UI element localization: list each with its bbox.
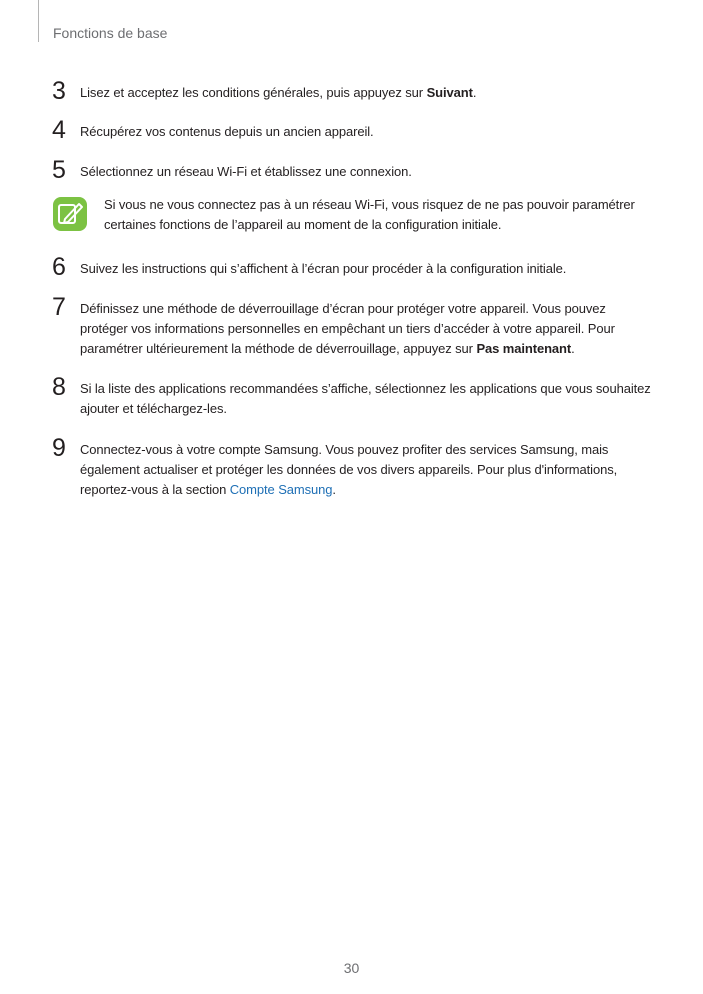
page-number: 30 bbox=[343, 960, 360, 976]
step-number: 3 bbox=[52, 77, 66, 105]
header-divider bbox=[38, 0, 39, 42]
step-text: Récupérez vos contenus depuis un ancien appareil. bbox=[80, 124, 374, 139]
step-bold-label: Pas maintenant bbox=[476, 341, 572, 356]
step-number: 4 bbox=[52, 116, 66, 144]
step-number: 7 bbox=[52, 293, 66, 321]
step-text: Sélectionnez un réseau Wi-Fi et établissez une connexion. bbox=[80, 164, 412, 179]
step-number: 9 bbox=[52, 434, 66, 462]
step-text: Connectez-vous à votre compte Samsung. Vous pouvez profiter des services Samsung, mais également actualiser et protéger les données de vos divers appareils. Pour plus d'informations, reportez-vous à la section Compte Samsung. bbox=[80, 442, 618, 497]
step-text: Suivez les instructions qui s’affichent à l’écran pour procéder à la configuration initiale. bbox=[80, 261, 567, 276]
step-number: 6 bbox=[52, 253, 66, 281]
step-number: 5 bbox=[52, 156, 66, 184]
step-text: Lisez et acceptez les conditions générales, puis appuyez sur Suivant. bbox=[80, 85, 477, 100]
step-number: 8 bbox=[52, 373, 66, 401]
note-text: Si vous ne vous connectez pas à un réseau Wi-Fi, vous risquez de ne pas pouvoir paramétrer certaines fonctions de l’appareil au moment de la configuration initiale. bbox=[104, 197, 635, 232]
note-pen-icon bbox=[53, 197, 87, 231]
step-bold-label: Suivant bbox=[426, 85, 473, 100]
step-text: Définissez une méthode de déverrouillage d’écran pour protéger votre appareil. Vous pouvez protéger vos informations personnelles en empêchant un tiers d’accéder à votre appareil. Pour paramétrer ultérieurement la méthode de déverrouillage, appuyez sur Pas maintenant. bbox=[80, 301, 615, 356]
page-header-title: Fonctions de base bbox=[53, 25, 168, 41]
compte-samsung-link[interactable]: Compte Samsung bbox=[229, 482, 333, 497]
step-text: Si la liste des applications recommandées s’affiche, sélectionnez les applications que vous souhaitez ajouter et téléchargez-les. bbox=[80, 381, 651, 416]
